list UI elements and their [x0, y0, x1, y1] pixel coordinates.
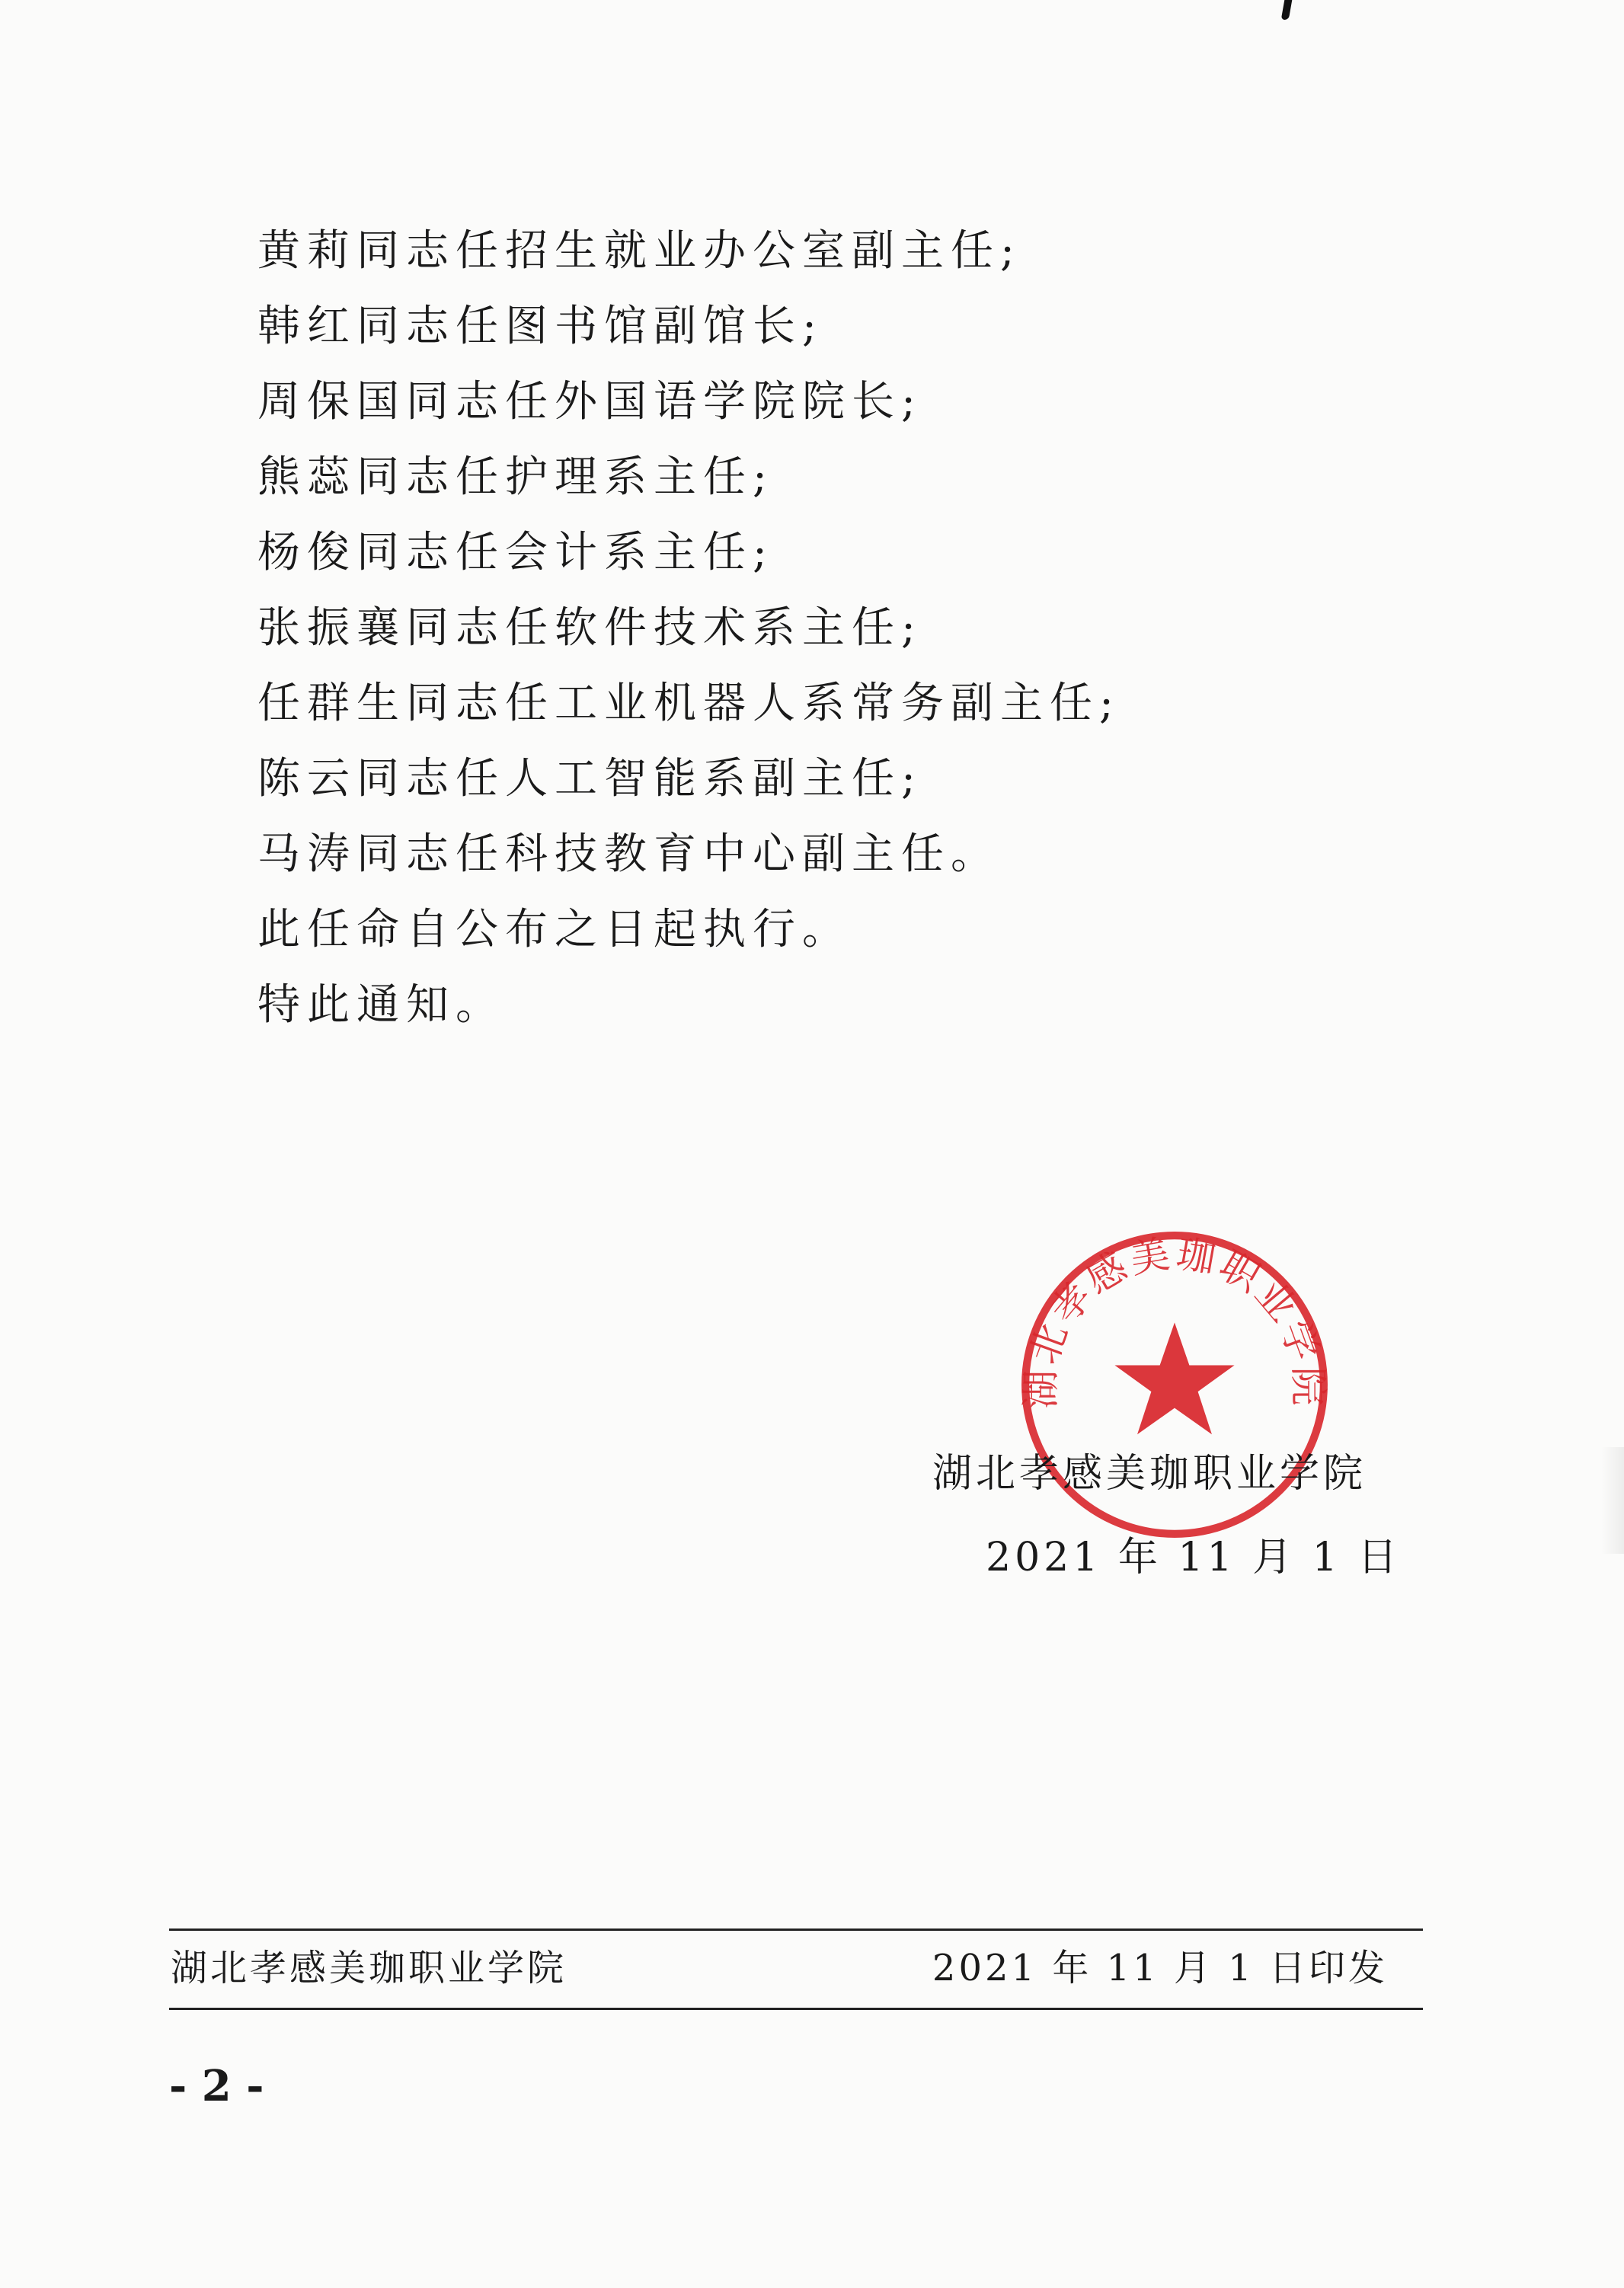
- effective-note: 此任命自公布之日起执行。: [257, 905, 852, 954]
- body-line: 张振襄同志任软件技术系主任;: [257, 603, 922, 653]
- body-line: 韩红同志任图书馆副馆长;: [257, 302, 823, 351]
- body-line: 周保国同志任外国语学院院长;: [257, 377, 922, 427]
- footer-issue-date: 2021 年 11 月 1 日印发: [932, 1947, 1388, 1989]
- body-line: 杨俊同志任会计系主任;: [257, 528, 774, 577]
- scan-edge-mark: [1281, 0, 1293, 20]
- footer-bottom-rule: [169, 2008, 1423, 2010]
- seal-star: [1114, 1322, 1234, 1434]
- appointment-list: [257, 225, 1400, 1055]
- signature-org: 湖北孝感美珈职业学院: [932, 1451, 1367, 1497]
- body-line: 黄莉同志任招生就业办公室副主任;: [257, 226, 1021, 276]
- footer-top-rule: [169, 1929, 1423, 1931]
- footer-org: 湖北孝感美珈职业学院: [171, 1947, 567, 1989]
- seal-text: 湖北孝感美珈职业学院: [1019, 1231, 1330, 1409]
- body-line: 熊蕊同志任护理系主任;: [257, 452, 774, 502]
- page-number: - 2 -: [169, 2061, 264, 2111]
- body-line: 马涛同志任科技教育中心副主任。: [257, 829, 1000, 879]
- body-line: 陈云同志任人工智能系副主任;: [257, 754, 922, 804]
- body-line: 任群生同志任工业机器人系常务副主任;: [257, 679, 1120, 728]
- closing-note: 特此通知。: [257, 980, 505, 1030]
- scan-shadow: [1601, 1447, 1624, 1554]
- signature-date: 2021 年 11 月 1 日: [986, 1535, 1402, 1580]
